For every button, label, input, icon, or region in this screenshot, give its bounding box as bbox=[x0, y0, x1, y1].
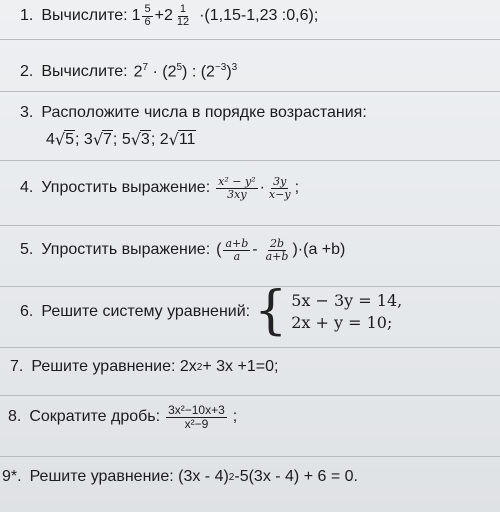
numerator: 3x²−10x+3 bbox=[168, 403, 225, 417]
problem-3-expression bbox=[46, 130, 196, 149]
sqrt bbox=[93, 130, 113, 149]
problem-8 bbox=[8, 404, 237, 430]
sqrt bbox=[131, 130, 151, 149]
mixed-number bbox=[132, 4, 155, 28]
denominator: 12 bbox=[176, 15, 190, 28]
expression-tail: )·(a +b) bbox=[292, 241, 346, 259]
radical-sign: √ bbox=[54, 130, 66, 149]
coefficient: ; 5 bbox=[112, 130, 131, 148]
radical-sign: √ bbox=[92, 130, 104, 149]
denominator: 6 bbox=[144, 15, 151, 28]
fraction bbox=[175, 4, 191, 28]
base: ) : (2 bbox=[182, 63, 215, 81]
equation: 2x + y = 10; bbox=[291, 313, 393, 332]
problem-text: Вычислите: bbox=[41, 62, 128, 80]
denominator: x−y bbox=[268, 187, 291, 201]
problem-4 bbox=[20, 176, 299, 200]
ruled-line bbox=[0, 395, 500, 396]
ruled-line bbox=[0, 39, 500, 40]
problem-number: 9*. bbox=[2, 468, 22, 485]
problem-7 bbox=[10, 358, 278, 376]
numerator: 3y bbox=[273, 175, 287, 188]
radicand: 5 bbox=[65, 131, 75, 148]
coefficient: 4 bbox=[46, 130, 55, 148]
problem-text: Решите уравнение: (3x - 4) bbox=[29, 468, 229, 485]
fraction bbox=[166, 404, 227, 430]
problem-text: Вычислите: bbox=[41, 7, 128, 25]
problem-number: 6. bbox=[20, 303, 34, 320]
exponent: 3 bbox=[231, 62, 238, 73]
sqrt bbox=[169, 130, 197, 149]
problem-number: 5. bbox=[20, 241, 34, 259]
fraction bbox=[142, 4, 152, 28]
problem-text: Упростить выражение: bbox=[41, 241, 211, 259]
exponent: 5 bbox=[176, 62, 183, 73]
operator: · bbox=[259, 179, 265, 197]
whole-part: 1 bbox=[131, 7, 141, 25]
coefficient: ; 3 bbox=[75, 130, 93, 148]
radical-sign: √ bbox=[130, 130, 141, 149]
exponent: 2 bbox=[196, 361, 203, 373]
expression-tail: + 3x +1=0; bbox=[202, 358, 279, 375]
problem-5 bbox=[20, 238, 345, 262]
radical-sign: √ bbox=[168, 130, 179, 149]
problem-2 bbox=[20, 62, 237, 81]
punctuation: ; bbox=[294, 179, 300, 197]
denominator: a bbox=[233, 249, 241, 263]
expression bbox=[134, 62, 238, 81]
coefficient: ; 2 bbox=[150, 130, 169, 148]
equation-system bbox=[254, 281, 403, 342]
radicand: 7 bbox=[103, 131, 112, 148]
numerator: 1 bbox=[179, 3, 187, 15]
problem-number: 2. bbox=[20, 62, 34, 80]
ruled-line bbox=[0, 286, 500, 287]
numerator: x² − y² bbox=[218, 175, 256, 188]
fraction bbox=[267, 176, 293, 200]
problem-3 bbox=[20, 104, 367, 122]
problem-number: 1. bbox=[20, 7, 34, 25]
brace-icon: { bbox=[254, 281, 288, 342]
problem-text: Сократите дробь: bbox=[29, 408, 161, 426]
problem-number: 4. bbox=[20, 179, 34, 197]
base: 2 bbox=[133, 63, 143, 81]
denominator: x²−9 bbox=[184, 416, 209, 431]
fraction bbox=[223, 238, 250, 262]
base: · (2 bbox=[148, 63, 177, 81]
ruled-line bbox=[0, 160, 500, 161]
expression-tail: -5(3x - 4) + 6 = 0. bbox=[234, 468, 358, 485]
base: ) bbox=[226, 63, 232, 81]
problem-6 bbox=[20, 281, 403, 342]
exponent: 2 bbox=[228, 471, 235, 483]
problem-text: Расположите числа в порядке возрастания: bbox=[41, 104, 367, 121]
radicand: 3 bbox=[140, 131, 150, 148]
numerator: 2b bbox=[270, 237, 285, 250]
denominator: 3xy bbox=[227, 187, 247, 201]
problem-9 bbox=[2, 468, 358, 486]
problem-number: 3. bbox=[20, 104, 34, 121]
operator: +2 bbox=[154, 7, 173, 25]
punctuation: ; bbox=[232, 408, 238, 426]
problem-text: Решите уравнение: 2x bbox=[31, 358, 197, 375]
exponent: −3 bbox=[214, 62, 227, 73]
sqrt bbox=[55, 130, 75, 149]
denominator: a+b bbox=[265, 249, 289, 263]
paren: ( bbox=[216, 241, 222, 259]
operator: - bbox=[252, 241, 258, 259]
ruled-line bbox=[0, 225, 500, 226]
numerator: 5 bbox=[144, 3, 151, 15]
expression-tail: ·(1,15-1,23 :0,6); bbox=[199, 7, 319, 25]
equation: 5x − 3y = 14, bbox=[291, 291, 403, 310]
problem-text: Решите систему уравнений: bbox=[41, 303, 251, 320]
problem-number: 7. bbox=[10, 358, 24, 375]
fraction bbox=[264, 238, 291, 262]
fraction bbox=[216, 176, 257, 200]
radicand: 11 bbox=[178, 131, 196, 148]
ruled-line bbox=[0, 91, 500, 92]
problem-text: Упростить выражение: bbox=[41, 179, 211, 197]
problem-1 bbox=[20, 4, 318, 28]
ruled-line bbox=[0, 347, 500, 348]
ruled-line bbox=[0, 456, 500, 457]
problem-number: 8. bbox=[8, 408, 22, 426]
numerator: a+b bbox=[225, 237, 249, 250]
exponent: 7 bbox=[142, 62, 149, 73]
